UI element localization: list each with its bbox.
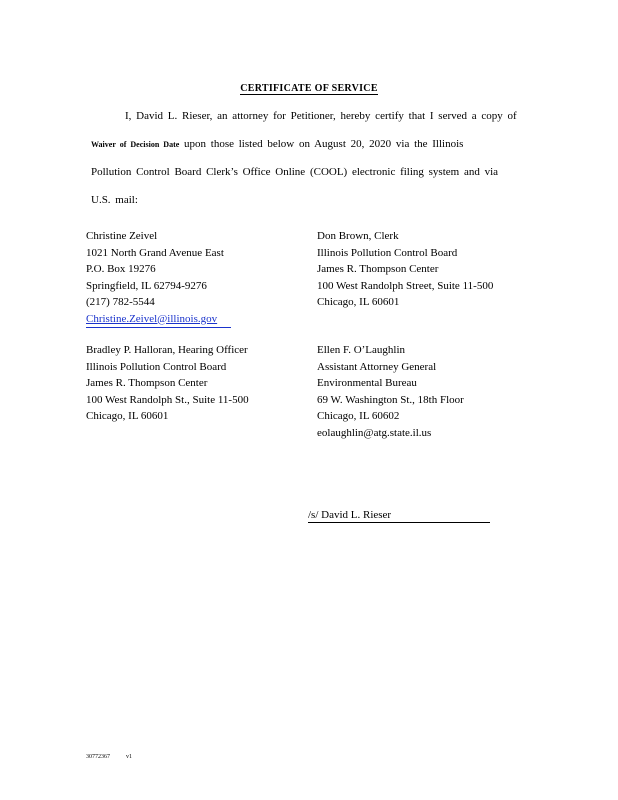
recipient-email-link[interactable]: Christine.Zeivel@illinois.gov — [86, 312, 218, 325]
recipient-line: Chicago, IL 60601 — [317, 296, 400, 308]
recipient-line: 100 West Randolph St., Suite 11-500 — [86, 393, 249, 406]
recipient-line: P.O. Box 19276 — [86, 263, 156, 275]
recipient-line: eolaughlin@atg.state.il.us — [317, 426, 432, 439]
footer — [86, 754, 132, 760]
certification-line-4: U.S. mail: — [91, 194, 138, 206]
doc-version: v1 — [126, 754, 132, 760]
recipient-line: Environmental Bureau — [317, 377, 417, 389]
recipient-line: Illinois Pollution Control Board — [86, 360, 227, 373]
recipient-line: Don Brown, Clerk — [317, 230, 399, 242]
service-recipient-halloran — [86, 342, 249, 425]
certification-line-2 — [91, 138, 526, 150]
certification-line-1: I, David L. Rieser, an attorney for Petitioner, hereby certify that I served a copy of — [125, 110, 517, 122]
recipient-line: (217) 782-5544 — [86, 296, 155, 308]
recipient-line: 69 W. Washington St., 18th Floor — [317, 393, 464, 406]
recipient-line: Illinois Pollution Control Board — [317, 246, 458, 259]
document-title — [0, 83, 618, 94]
signature-line: /s/ David L. Rieser — [308, 509, 490, 523]
document-reference: Waiver of Decision Date — [91, 140, 180, 149]
recipient-line: Springfield, IL 62794-9276 — [86, 279, 207, 292]
recipient-line: 100 West Randolph Street, Suite 11-500 — [317, 279, 494, 292]
recipient-line: Chicago, IL 60602 — [317, 410, 400, 422]
recipient-line: James R. Thompson Center — [317, 263, 439, 275]
recipient-line: Bradley P. Halloran, Hearing Officer — [86, 344, 248, 356]
recipient-line: Christine Zeivel — [86, 230, 158, 242]
certification-line-2-rest: upon those listed below on August 20, 2020 via the Illinois — [179, 138, 464, 150]
recipient-line: Ellen F. O’Laughlin — [317, 344, 406, 356]
service-recipient-brown — [317, 228, 493, 311]
recipient-line: 1021 North Grand Avenue East — [86, 246, 224, 259]
service-recipient-olaughlin — [317, 342, 464, 441]
recipient-line: Assistant Attorney General — [317, 360, 437, 373]
service-recipient-zeivel — [86, 228, 231, 328]
certification-line-3: Pollution Control Board Clerk’s Office Online (COOL) electronic filing system and via — [91, 166, 499, 178]
recipient-line: James R. Thompson Center — [86, 377, 208, 389]
document-title-text: CERTIFICATE OF SERVICE — [240, 83, 378, 94]
doc-number: 30772367 — [86, 754, 110, 760]
recipient-line: Chicago, IL 60601 — [86, 410, 169, 422]
